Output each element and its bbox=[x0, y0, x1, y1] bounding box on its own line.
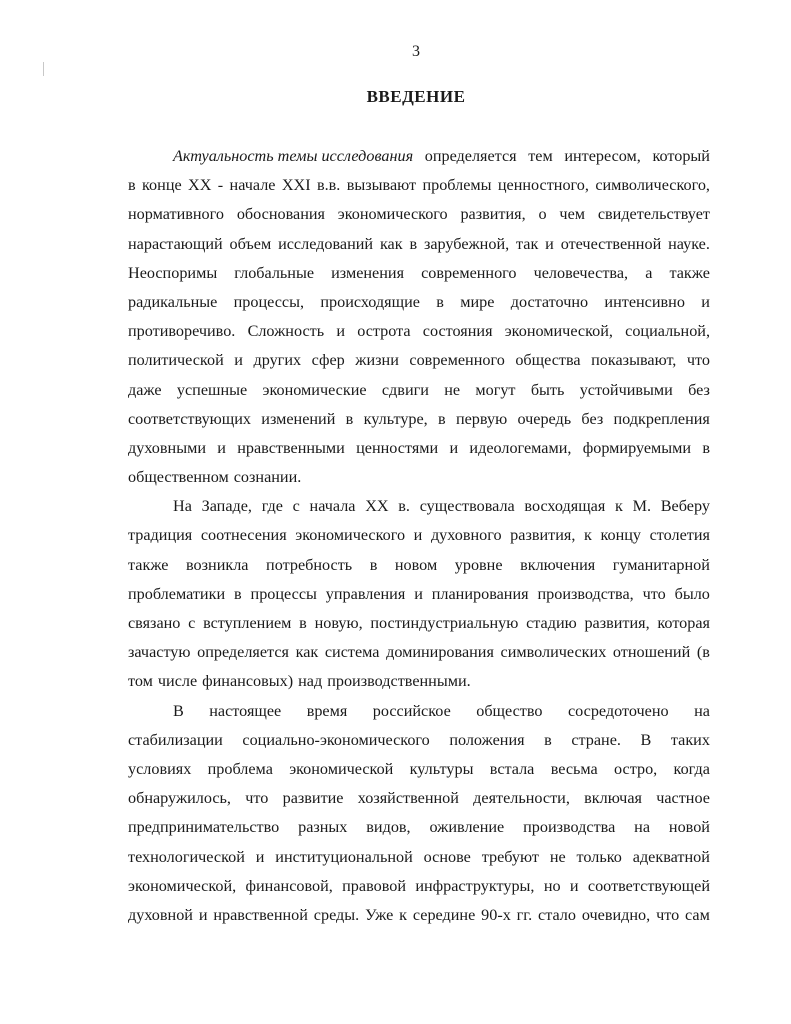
word: идеологемами, bbox=[469, 438, 572, 457]
word: свидетельствует bbox=[597, 205, 710, 224]
word: и bbox=[413, 526, 423, 545]
word: сфер bbox=[311, 351, 345, 370]
text-line bbox=[128, 667, 710, 696]
word: встала bbox=[489, 759, 535, 778]
word: постиндустриальную bbox=[370, 614, 519, 632]
word: современного bbox=[409, 351, 505, 370]
word: В bbox=[640, 730, 652, 749]
word: определяется bbox=[424, 147, 517, 165]
word: символических bbox=[500, 643, 607, 662]
word: разных bbox=[298, 818, 348, 837]
word: также bbox=[128, 555, 169, 574]
word: соотнесения bbox=[200, 526, 287, 545]
word: социальной, bbox=[625, 322, 710, 341]
word: новом bbox=[394, 555, 438, 574]
word: только bbox=[576, 847, 622, 866]
word: Неоспоримы bbox=[128, 263, 218, 282]
word: которая bbox=[657, 614, 710, 632]
word: когда bbox=[673, 759, 710, 778]
word: нарастающий bbox=[128, 234, 223, 253]
word: в bbox=[128, 176, 136, 195]
word: сосредоточено bbox=[567, 701, 669, 720]
text-line bbox=[128, 200, 710, 229]
text-line bbox=[128, 813, 710, 842]
word: в bbox=[299, 614, 307, 632]
paragraph bbox=[128, 697, 710, 931]
text-line bbox=[128, 434, 710, 463]
word: что bbox=[656, 905, 680, 924]
text-line bbox=[128, 872, 710, 901]
word: В bbox=[173, 701, 184, 720]
word: числе bbox=[157, 672, 198, 691]
word: обоснования bbox=[236, 205, 325, 224]
word: духовными bbox=[128, 438, 206, 457]
word: достаточно bbox=[510, 292, 589, 311]
word: условиях bbox=[128, 759, 192, 778]
word: XX bbox=[188, 176, 212, 195]
word: Веберу bbox=[660, 497, 710, 516]
text-line bbox=[128, 317, 710, 346]
word: формируемыми bbox=[582, 438, 692, 457]
word: зарубежной, bbox=[423, 234, 510, 253]
word: экономической bbox=[289, 759, 394, 778]
word: том bbox=[128, 672, 153, 691]
word: развитие bbox=[282, 789, 344, 808]
word: планирования bbox=[431, 584, 529, 603]
word: сдвиги bbox=[381, 380, 429, 399]
word: новую, bbox=[314, 614, 363, 632]
word: производства, bbox=[537, 584, 634, 603]
word: видов, bbox=[366, 818, 411, 837]
word: очередь bbox=[517, 409, 572, 428]
word: стране. bbox=[571, 730, 621, 749]
word: экономического bbox=[295, 526, 406, 545]
word: требуют bbox=[481, 847, 539, 866]
word: очевидно, bbox=[581, 905, 651, 924]
word: и bbox=[234, 351, 243, 370]
word: социально-экономического bbox=[242, 730, 430, 749]
word: без bbox=[688, 380, 710, 399]
paragraph bbox=[128, 492, 710, 696]
word: Уже bbox=[365, 905, 394, 924]
word: включая bbox=[584, 789, 642, 808]
word: объем bbox=[229, 234, 272, 253]
word: проблематики bbox=[128, 584, 226, 603]
word: стабилизации bbox=[128, 730, 223, 749]
word: быть bbox=[530, 380, 565, 399]
word: конце bbox=[142, 176, 182, 195]
word: так bbox=[516, 234, 539, 253]
word: На bbox=[173, 497, 192, 516]
text-line bbox=[128, 784, 710, 813]
word: Сложность bbox=[247, 322, 325, 341]
word: сам bbox=[685, 905, 710, 924]
word: как bbox=[295, 643, 319, 662]
word: соответствующих bbox=[128, 409, 251, 428]
word: было bbox=[674, 584, 710, 603]
word: ценностного, bbox=[497, 176, 589, 195]
word: в. bbox=[398, 497, 410, 516]
word: и bbox=[414, 584, 423, 603]
word: среды. bbox=[313, 905, 360, 924]
word: весьма bbox=[550, 759, 598, 778]
text-line bbox=[128, 901, 710, 930]
word: соответствующей bbox=[587, 876, 710, 895]
text-line bbox=[128, 259, 710, 288]
word: происходящие bbox=[320, 292, 420, 311]
word: концу bbox=[600, 526, 642, 545]
word: и bbox=[255, 847, 265, 866]
word: радикальные bbox=[128, 292, 218, 311]
word: мире bbox=[460, 292, 495, 311]
word: интенсивно bbox=[604, 292, 685, 311]
word: потребность bbox=[266, 555, 353, 574]
word: настоящее bbox=[209, 701, 282, 720]
word: оживление bbox=[429, 818, 505, 837]
word: общественном bbox=[128, 468, 229, 487]
word: 90-х bbox=[481, 905, 511, 924]
word: время bbox=[306, 701, 348, 720]
word: не bbox=[549, 847, 566, 866]
text-line bbox=[128, 580, 710, 609]
word: адекватной bbox=[632, 847, 710, 866]
word: культуры bbox=[409, 759, 474, 778]
word: предпринимательство bbox=[128, 818, 280, 837]
word: без bbox=[581, 409, 604, 428]
word: деятельности, bbox=[473, 789, 570, 808]
word: нравственными bbox=[237, 438, 345, 457]
page-number: 3 bbox=[412, 43, 420, 60]
word: на bbox=[634, 818, 651, 837]
body-text bbox=[128, 142, 710, 930]
text-line bbox=[128, 405, 710, 434]
word: других bbox=[253, 351, 302, 370]
word: к bbox=[399, 905, 408, 924]
word: доминирования bbox=[386, 643, 494, 662]
word: экономической, bbox=[504, 322, 613, 341]
word: развития, bbox=[510, 526, 576, 545]
word: политической bbox=[128, 351, 224, 370]
word: в bbox=[436, 292, 444, 311]
text-line bbox=[128, 726, 710, 755]
word: могут bbox=[475, 380, 516, 399]
text-line bbox=[128, 521, 710, 550]
word: что bbox=[642, 584, 666, 603]
word: вызывают bbox=[346, 176, 417, 195]
text-line bbox=[128, 492, 710, 521]
word: включения bbox=[520, 555, 596, 574]
word: и bbox=[336, 322, 345, 341]
word: как bbox=[379, 234, 403, 253]
word: XXI bbox=[281, 176, 311, 195]
word: духовной bbox=[128, 905, 193, 924]
text-line bbox=[128, 288, 710, 317]
word: к bbox=[583, 526, 592, 545]
word: гг. bbox=[516, 905, 533, 924]
word: не bbox=[444, 380, 461, 399]
word: глобальные bbox=[234, 263, 315, 282]
word: также bbox=[669, 263, 710, 282]
word: интересом, bbox=[564, 147, 641, 165]
word: на bbox=[694, 701, 710, 720]
paragraph bbox=[128, 142, 710, 492]
word: - bbox=[217, 176, 224, 195]
text-line bbox=[128, 171, 710, 200]
word: общество bbox=[476, 701, 543, 720]
word: Западе, bbox=[201, 497, 252, 516]
word: изменений bbox=[261, 409, 336, 428]
word: связано bbox=[128, 614, 181, 632]
word: традиция bbox=[128, 526, 193, 545]
word: отношений bbox=[612, 643, 691, 662]
text-line bbox=[128, 755, 710, 784]
word: с bbox=[292, 497, 300, 516]
word: зачастую bbox=[128, 643, 191, 662]
word: в bbox=[234, 584, 242, 603]
word: тем bbox=[528, 147, 553, 165]
word: проблема bbox=[207, 759, 273, 778]
word: основе bbox=[423, 847, 471, 866]
word: состояния bbox=[422, 322, 493, 341]
word: и bbox=[449, 438, 459, 457]
word: с bbox=[188, 614, 196, 632]
word: новой bbox=[668, 818, 710, 837]
word: финансовых) bbox=[202, 672, 294, 691]
word: гуманитарной bbox=[612, 555, 710, 574]
word: система bbox=[324, 643, 380, 662]
word: а bbox=[645, 263, 653, 282]
word: начала bbox=[309, 497, 356, 516]
word: в bbox=[369, 555, 378, 574]
word: институциональной bbox=[275, 847, 413, 866]
word: технологической bbox=[128, 847, 245, 866]
text-line bbox=[128, 843, 710, 872]
word: финансовой, bbox=[245, 876, 333, 895]
text-line bbox=[128, 142, 710, 171]
word: таких bbox=[670, 730, 710, 749]
word: успешные bbox=[176, 380, 248, 399]
word: первую bbox=[455, 409, 508, 428]
word: изменения bbox=[331, 263, 405, 282]
scan-artifact bbox=[43, 62, 44, 76]
word: и bbox=[217, 438, 226, 457]
word: даже bbox=[128, 380, 162, 399]
word: общества bbox=[515, 351, 581, 370]
word: к bbox=[615, 497, 623, 516]
word: положения bbox=[449, 730, 525, 749]
word: обнаружилось, bbox=[128, 789, 231, 808]
word: культуре, bbox=[363, 409, 428, 428]
word: человечества, bbox=[533, 263, 629, 282]
word: отечественной bbox=[560, 234, 662, 253]
word: начале bbox=[229, 176, 276, 195]
word: исследований bbox=[278, 234, 374, 253]
word: в bbox=[544, 730, 552, 749]
word: нормативного bbox=[128, 205, 224, 224]
word: что bbox=[686, 351, 710, 370]
word: возникла bbox=[186, 555, 249, 574]
word: существовала bbox=[419, 497, 515, 516]
word: стало bbox=[538, 905, 576, 924]
word: М. bbox=[632, 497, 652, 516]
word: что bbox=[245, 789, 269, 808]
word: но bbox=[543, 876, 561, 895]
word: показывают, bbox=[591, 351, 677, 370]
word: символического, bbox=[595, 176, 710, 195]
word: середине bbox=[412, 905, 476, 924]
word: экономического bbox=[337, 205, 448, 224]
word: управления bbox=[325, 584, 406, 603]
word: который bbox=[652, 147, 710, 165]
word: современного bbox=[421, 263, 517, 282]
word: производства bbox=[523, 818, 616, 837]
word: чем bbox=[559, 205, 585, 224]
word: в bbox=[409, 234, 418, 253]
word: экономической, bbox=[128, 876, 237, 895]
word: науке. bbox=[668, 234, 710, 253]
word: в bbox=[438, 409, 446, 428]
word: противоречиво. bbox=[128, 322, 236, 341]
word: остро, bbox=[614, 759, 658, 778]
word: восходящая bbox=[524, 497, 606, 516]
italic-term: Актуальность темы исследования bbox=[173, 147, 414, 165]
word: уровне bbox=[454, 555, 503, 574]
word: острота bbox=[357, 322, 411, 341]
text-line bbox=[128, 551, 710, 580]
word: определяется bbox=[197, 643, 289, 662]
word: и bbox=[569, 876, 579, 895]
text-line bbox=[128, 346, 710, 375]
text-line bbox=[128, 376, 710, 405]
text-line bbox=[128, 609, 710, 638]
word: нравственной bbox=[213, 905, 308, 924]
text-line bbox=[128, 697, 710, 726]
word: развития, bbox=[460, 205, 526, 224]
word: вступлением bbox=[203, 614, 292, 632]
word: и bbox=[545, 234, 554, 253]
word: и bbox=[701, 292, 710, 311]
word: ценностями bbox=[356, 438, 439, 457]
word: развития, bbox=[584, 614, 650, 632]
word: инфраструктуры, bbox=[415, 876, 535, 895]
word: где bbox=[261, 497, 283, 516]
word: XX bbox=[365, 497, 389, 516]
word: процессы bbox=[250, 584, 317, 603]
word: в bbox=[345, 409, 354, 428]
word: духовного bbox=[430, 526, 502, 545]
word: в.в. bbox=[316, 176, 341, 195]
text-line bbox=[128, 463, 710, 492]
word: российское bbox=[372, 701, 451, 720]
word: столетия bbox=[649, 526, 710, 545]
word: в bbox=[702, 438, 710, 457]
word: подкрепления bbox=[613, 409, 710, 428]
word: хозяйственной bbox=[357, 789, 459, 808]
section-heading: ВВЕДЕНИЕ bbox=[366, 87, 466, 106]
word: жизни bbox=[355, 351, 399, 370]
word: проблемы bbox=[422, 176, 492, 195]
word: сознании. bbox=[233, 468, 302, 487]
word: над bbox=[298, 672, 323, 691]
word: процессы, bbox=[233, 292, 305, 311]
word: о bbox=[538, 205, 547, 224]
word: производственными. bbox=[327, 672, 471, 691]
word: правовой bbox=[342, 876, 406, 895]
word: экономические bbox=[262, 380, 367, 399]
text-line bbox=[128, 230, 710, 259]
word: (в bbox=[696, 643, 710, 662]
text-line bbox=[128, 638, 710, 667]
word: устойчивыми bbox=[579, 380, 673, 399]
word: стадию bbox=[526, 614, 577, 632]
word: и bbox=[198, 905, 208, 924]
word: частное bbox=[656, 789, 710, 808]
